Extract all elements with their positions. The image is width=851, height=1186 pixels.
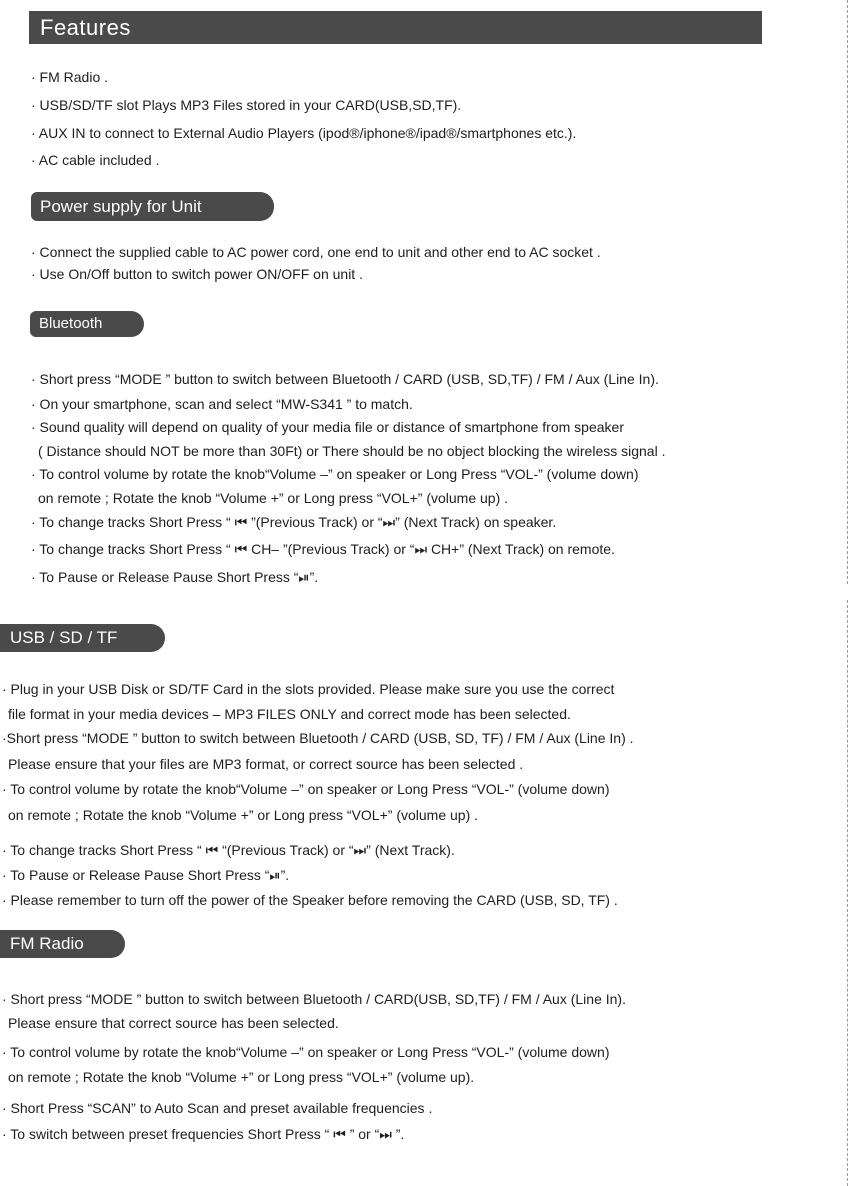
fm-item: · To control volume by rotate the knob“Volume –” on speaker or Long Press “VOL-” (volume down) — [2, 1044, 610, 1060]
fm-item: · To switch between preset frequencies Short Press “ ⏮ ” or “⏭ ”. — [2, 1126, 405, 1142]
bluetooth-item: · To control volume by rotate the knob“Volume –” on speaker or Long Press “VOL-” (volume down) — [31, 466, 639, 482]
bluetooth-item: on remote ; Rotate the knob “Volume +” or Long press “VOL+” (volume up) . — [38, 490, 509, 506]
bluetooth-heading: Bluetooth — [30, 311, 144, 337]
dashed-border-top — [847, 0, 848, 584]
usb-item: · To change tracks Short Press “ ⏮ “(Previous Track) or “⏭” (Next Track). — [2, 842, 455, 858]
power-item: · Use On/Off button to switch power ON/OFF on unit . — [31, 266, 363, 282]
usb-item: file format in your media devices – MP3 FILES ONLY and correct mode has been selected. — [8, 706, 571, 722]
bluetooth-item: · To Pause or Release Pause Short Press “⏯”. — [31, 569, 319, 585]
power-supply-heading: Power supply for Unit — [31, 192, 274, 221]
dashed-border-bottom — [847, 600, 848, 1186]
fm-item: Please ensure that correct source has been selected. — [8, 1015, 339, 1031]
bluetooth-item: · To change tracks Short Press “ ⏮ CH– ”(Previous Track) or “⏭ CH+” (Next Track) on remote. — [31, 541, 615, 557]
features-item: · AUX IN to connect to External Audio Players (ipod®/iphone®/ipad®/smartphones etc.). — [31, 125, 577, 141]
fm-item: · Short press “MODE ” button to switch between Bluetooth / CARD(USB, SD,TF) / FM / Aux (Line In). — [2, 991, 626, 1007]
fm-item: on remote ; Rotate the knob “Volume +” or Long press “VOL+” (volume up). — [8, 1069, 475, 1085]
usb-item: on remote ; Rotate the knob “Volume +” or Long press “VOL+” (volume up) . — [8, 807, 479, 823]
bluetooth-item: · Sound quality will depend on quality of your media file or distance of smartphone from speaker — [31, 419, 624, 435]
bluetooth-item: ( Distance should NOT be more than 30Ft) or There should be no object blocking the wireless signal . — [38, 443, 666, 459]
power-item: · Connect the supplied cable to AC power cord, one end to unit and other end to AC socket . — [31, 244, 601, 260]
bluetooth-item: · Short press “MODE ” button to switch between Bluetooth / CARD (USB, SD,TF) / FM / Aux (Line In). — [31, 371, 659, 387]
fm-item: · Short Press “SCAN” to Auto Scan and preset available frequencies . — [2, 1100, 433, 1116]
features-heading: Features — [29, 11, 762, 44]
usb-item: ·Short press “MODE ” button to switch between Bluetooth / CARD (USB, SD, TF) / FM / Aux (Line In) . — [2, 730, 634, 746]
usb-item: Please ensure that your files are MP3 format, or correct source has been selected . — [8, 756, 524, 772]
features-item: · FM Radio . — [31, 69, 109, 85]
bluetooth-item: · On your smartphone, scan and select “MW-S341 ” to match. — [31, 396, 413, 412]
features-item: · AC cable included . — [31, 152, 160, 168]
usb-item: · Please remember to turn off the power of the Speaker before removing the CARD (USB, SD, TF) . — [2, 892, 618, 908]
usb-item: · To control volume by rotate the knob“Volume –” on speaker or Long Press “VOL-” (volume down) — [2, 781, 610, 797]
usb-item: · Plug in your USB Disk or SD/TF Card in the slots provided. Please make sure you use the correct — [2, 681, 615, 697]
features-item: · USB/SD/TF slot Plays MP3 Files stored in your CARD(USB,SD,TF). — [31, 97, 462, 113]
usb-item: · To Pause or Release Pause Short Press “⏯”. — [2, 867, 290, 883]
fm-radio-heading: FM Radio — [0, 930, 125, 958]
usb-sd-tf-heading: USB / SD / TF — [0, 624, 165, 652]
bluetooth-item: · To change tracks Short Press “ ⏮ ”(Previous Track) or “⏭” (Next Track) on speaker. — [31, 514, 557, 530]
